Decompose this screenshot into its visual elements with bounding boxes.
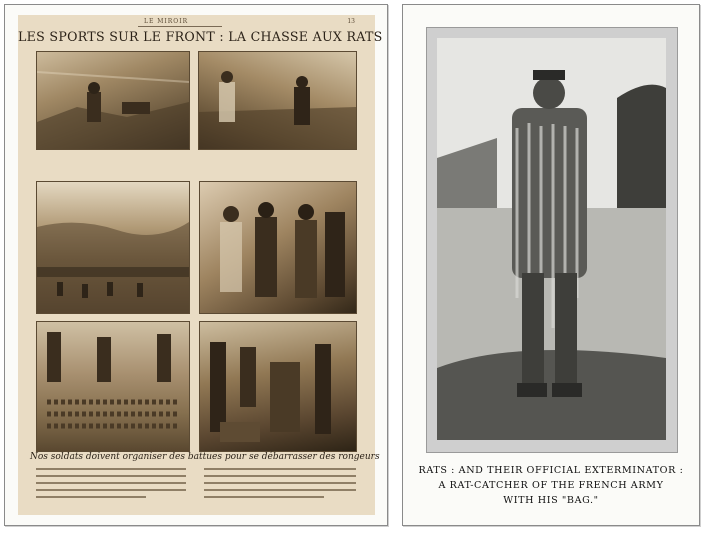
text-line <box>36 468 186 470</box>
text-line <box>204 468 356 470</box>
magazine-title: LES SPORTS SUR LE FRONT : LA CHASSE AUX RATS <box>18 29 383 44</box>
text-line <box>204 489 356 491</box>
magazine-page-number: 13 <box>347 18 355 25</box>
magazine-name: LE MIROIR <box>144 18 189 25</box>
photo-rat-hunt-branches <box>36 51 190 150</box>
magazine-header <box>18 18 375 28</box>
header-rule <box>138 26 222 27</box>
text-line <box>36 482 186 484</box>
text-line <box>204 475 356 477</box>
photo-soldiers-woodpile <box>198 51 357 150</box>
photo-rows-of-rats <box>36 321 190 452</box>
text-line <box>36 496 146 498</box>
photo-soldiers-strings-of-rats <box>199 321 357 452</box>
caption-line-1: RATS : AND THEIR OFFICIAL EXTERMINATOR : <box>418 465 684 476</box>
photo-frame <box>426 27 678 453</box>
magazine-page <box>18 15 383 515</box>
text-line <box>36 489 186 491</box>
caption-line-2: A RAT-CATCHER OF THE FRENCH ARMY <box>438 480 664 491</box>
photo-rat-catcher <box>437 38 666 440</box>
photo-print-card <box>402 4 700 526</box>
photo-caption <box>409 463 693 508</box>
text-line <box>204 496 324 498</box>
magazine-body-text <box>36 466 356 510</box>
magazine-scan-card <box>4 4 388 526</box>
text-line <box>204 482 356 484</box>
photo-trench-landscape <box>36 181 190 314</box>
magazine-caption: Nos soldats doivent organiser des battues pour se débarrasser des rongeurs <box>30 452 380 462</box>
text-line <box>36 475 186 477</box>
photo-soldiers-holding-rats <box>199 181 357 314</box>
caption-line-3: WITH HIS "BAG." <box>503 495 599 506</box>
